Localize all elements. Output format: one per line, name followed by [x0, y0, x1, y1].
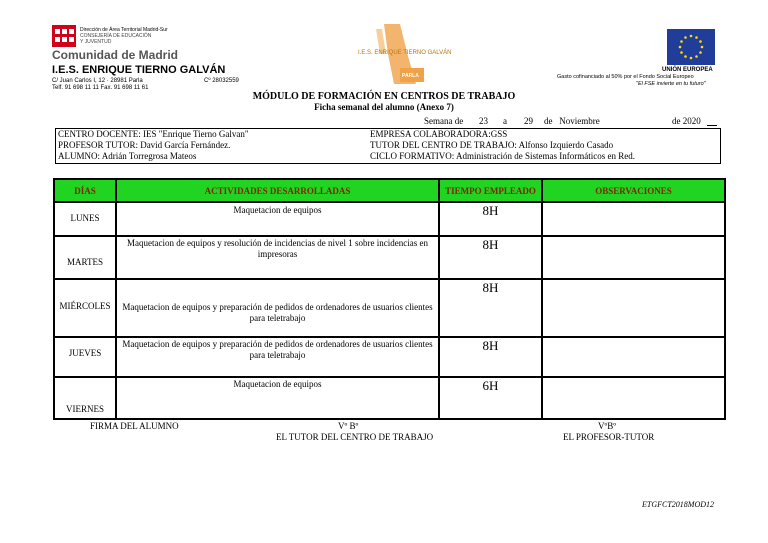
day-label: MIÉRCOLES — [59, 301, 111, 311]
table-row — [54, 236, 725, 279]
header-tiempo: TIEMPO EMPLEADO — [439, 179, 542, 202]
firma-alumno: FIRMA DEL ALUMNO — [90, 421, 179, 431]
school-logo-text: I.E.S. ENRIQUE TIERNO GALVÁN — [358, 50, 452, 56]
time-value: 8H — [482, 280, 499, 295]
activity-cell — [116, 202, 439, 236]
time-cell — [439, 337, 542, 377]
activity-text: Maquetacion de equipos y preparación de pedidos de ordenadores de usuarios clientes para teletrabajo — [122, 339, 433, 360]
observations-cell — [542, 337, 725, 377]
day-cell — [54, 202, 116, 236]
alumno: ALUMNO: Adrián Torregrosa Mateos — [58, 151, 197, 161]
activities-table — [53, 178, 726, 420]
day-label: LUNES — [70, 213, 100, 223]
student-info-box — [55, 128, 721, 164]
observations-cell — [542, 236, 725, 279]
week-month: de Noviembre — [544, 116, 600, 126]
activity-cell — [116, 337, 439, 377]
week-to: 29 — [524, 116, 533, 126]
community-name: Comunidad de Madrid — [52, 48, 178, 62]
time-cell — [439, 377, 542, 419]
week-label: Semana de — [424, 116, 464, 126]
activity-text: Maquetacion de equipos y preparación de pedidos de ordenadores de usuarios clientes para teletrabajo — [122, 302, 433, 323]
table-row — [54, 337, 725, 377]
school-name: I.E.S. ENRIQUE TIERNO GALVÁN — [52, 64, 226, 76]
eu-flag-icon — [667, 29, 715, 65]
table-row — [54, 202, 725, 236]
time-value: 8H — [482, 203, 499, 218]
week-year: de 2020 — [672, 116, 701, 126]
ciclo-formativo: CICLO FORMATIVO: Administración de Sistemas Informáticos en Red. — [370, 151, 635, 161]
activity-cell — [116, 377, 439, 419]
observations-cell — [542, 202, 725, 236]
activity-cell — [116, 279, 439, 337]
day-cell — [54, 337, 116, 377]
header-dias: DÍAS — [54, 179, 116, 202]
day-cell — [54, 236, 116, 279]
centro-docente: CENTRO DOCENTE: IES "Enrique Tierno Galvan" — [58, 129, 249, 139]
school-address: C/ Juan Carlos I, 12 · 28981 Parla — [52, 78, 143, 84]
header-observaciones: OBSERVACIONES — [542, 179, 725, 202]
school-code: Cº 28032559 — [204, 78, 239, 84]
table-header-row — [54, 179, 725, 202]
day-label: JUEVES — [68, 348, 102, 358]
table-row — [54, 279, 725, 337]
eu-label: UNIÓN EUROPEA — [662, 67, 713, 73]
activity-text: Maquetacion de equipos — [233, 379, 322, 389]
profesor-tutor: PROFESOR TUTOR: David García Fernández. — [58, 140, 231, 150]
header-actividades: ACTIVIDADES DESARROLLADAS — [116, 179, 439, 202]
vobo-tutor: Vº Bº — [338, 421, 359, 431]
week-underline — [707, 125, 717, 126]
time-value: 6H — [482, 378, 499, 393]
day-label: MARTES — [67, 257, 103, 267]
day-cell — [54, 279, 116, 337]
ministry-text-2: Y JUVENTUD — [80, 39, 112, 45]
time-cell — [439, 279, 542, 337]
observations-cell — [542, 279, 725, 337]
tutor-centro-label: EL TUTOR DEL CENTRO DE TRABAJO — [276, 432, 434, 442]
time-cell — [439, 236, 542, 279]
agency-text: Dirección de Área Territorial Madrid-Sur — [80, 27, 168, 33]
time-value: 8H — [482, 237, 499, 252]
eu-funding-text: Gasto cofinanciado al 50% por el Fondo Social Europeo — [557, 74, 694, 80]
activity-text: Maquetacion de equipos — [233, 205, 322, 215]
table-row — [54, 377, 725, 419]
vobo-profesor: VºBº — [598, 421, 617, 431]
activity-cell — [116, 236, 439, 279]
week-connector: a — [503, 116, 507, 126]
school-logo-town: PARLA — [402, 73, 419, 79]
madrid-logo — [52, 25, 76, 47]
day-cell — [54, 377, 116, 419]
time-cell — [439, 202, 542, 236]
form-title: MÓDULO DE FORMACIÓN EN CENTROS DE TRABAJO — [252, 91, 516, 102]
week-from: 23 — [479, 116, 488, 126]
activity-text: Maquetacion de equipos y resolución de incidencias de nivel 1 sobre incidencias en impresoras — [127, 238, 428, 259]
time-value: 8H — [482, 338, 499, 353]
profesor-tutor-label: EL PROFESOR-TUTOR — [563, 432, 655, 442]
school-phone: Telf. 91 698 11 11 Fax. 91 698 11 61 — [52, 85, 149, 91]
tutor-centro-trabajo: TUTOR DEL CENTRO DE TRABAJO: Alfonso Izquierdo Casado — [370, 140, 614, 150]
empresa-colaboradora: EMPRESA COLABORADORA:GSS — [370, 129, 508, 139]
ministry-text-1: CONSEJERÍA DE EDUCACIÓN — [80, 33, 152, 39]
eu-motto: "El FSE invierte en tu futuro" — [636, 81, 706, 87]
form-subtitle: Ficha semanal del alumno (Anexo 7) — [314, 102, 454, 112]
observations-cell — [542, 377, 725, 419]
form-code: ETGFCT2018MOD12 — [642, 500, 715, 509]
day-label: VIERNES — [66, 404, 104, 414]
